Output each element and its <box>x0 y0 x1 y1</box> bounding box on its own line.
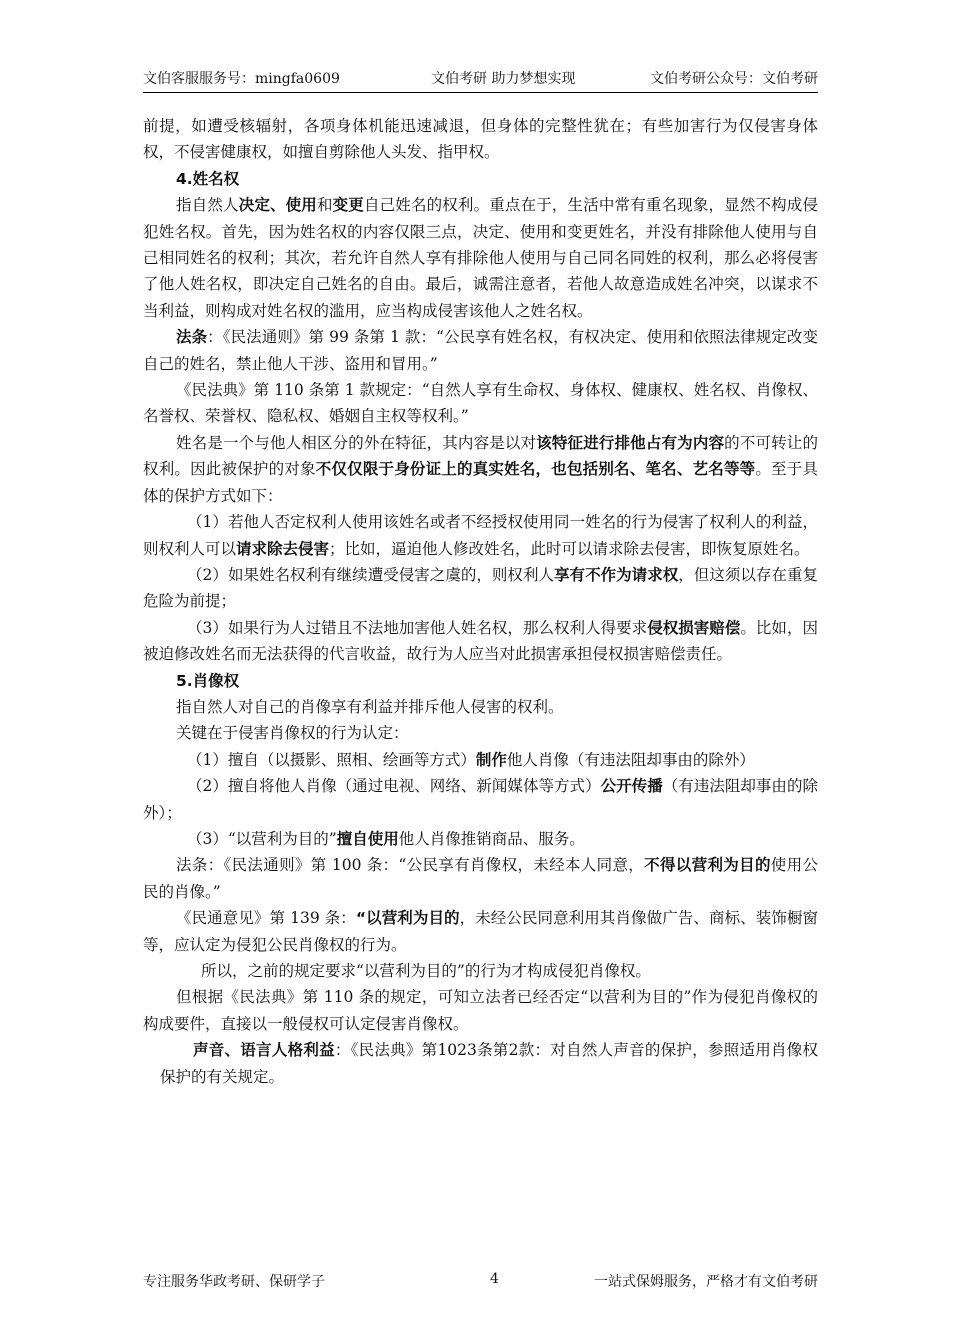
header-slogan: 文伯考研 助力梦想实现 <box>431 71 576 87</box>
law-article: 《民法典》第 110 条第 1 款规定：“自然人享有生命权、身体权、健康权、姓名权、肖像权、名誉权、荣誉权、隐私权、婚姻自主权等权利。” <box>143 381 818 426</box>
footer-right-text: 一站式保姆服务，严格才有文伯考研 <box>594 1274 818 1290</box>
page-footer <box>143 1271 818 1291</box>
paragraph: 指自然人对自己的肖像享有利益并排斥他人侵害的权利。 <box>176 697 564 716</box>
paragraph: 但根据《民法典》第 110 条的规定，可知立法者已经否定“以营利为目的”作为侵犯肖像权的构成要件，直接以一般侵权可认定侵害肖像权。 <box>143 988 818 1033</box>
list-item: （2）擅自将他人肖像（通过电视、网络、新闻媒体等方式）公开传播（有违法阻却事由的除外）； <box>143 777 818 822</box>
list-item: （1）擅自（以摄影、照相、绘画等方式）制作他人肖像（有违法阻却事由的除外） <box>187 750 755 769</box>
paragraph: 所以，之前的规定要求“以营利为目的”的行为才构成侵犯肖像权。 <box>201 962 651 980</box>
section-heading-name-right: 4.姓名权 <box>176 169 240 188</box>
footer-left-text: 专注服务华政考研、保研学子 <box>143 1274 325 1290</box>
section-heading-portrait-right: 5.肖像权 <box>176 671 240 690</box>
header-service-account: 文伯客服服务号：mingfa0609 <box>143 71 340 87</box>
page-header <box>143 68 818 93</box>
page-number: 4 <box>490 1271 499 1287</box>
paragraph: 关键在于侵害肖像权的行为认定： <box>176 724 409 743</box>
list-item: （3）如果行为人过错且不法地加害他人姓名权，那么权利人得要求侵权损害赔偿。比如，因被迫修改姓名而无法获得的代言收益，故行为人应当对此损害承担侵权损害赔偿责任。 <box>143 618 818 664</box>
header-public-account: 文伯考研公众号：文伯考研 <box>650 71 818 87</box>
law-article: 《民通意见》第 139 条：“以营利为目的，未经公民同意利用其肖像做广告、商标、装饰橱窗等，应认定为侵犯公民肖像权的行为。 <box>143 909 818 954</box>
list-item: （3）“以营利为目的”擅自使用他人肖像推销商品、服务。 <box>187 829 585 848</box>
paragraph: 姓名是一个与他人相区分的外在特征，其内容是以对该特征进行排他占有为内容的不可转让的权利。因此被保护的对象不仅仅限于身份证上的真实姓名，也包括别名、笔名、艺名等等。至于具体的保护方式如下： <box>143 433 818 505</box>
document-body <box>143 113 818 1090</box>
paragraph: 前提，如遭受核辐射，各项身体机能迅速减退，但身体的完整性犹在；有些加害行为仅侵害身体权，不侵害健康权，如擅自剪除他人头发、指甲权。 <box>143 117 818 162</box>
law-article: 法条：《民法通则》第 99 条第 1 款：“公民享有姓名权，有权决定、使用和依照法律规定改变自己的姓名，禁止他人干涉、盗用和冒用。” <box>143 328 818 373</box>
list-item: （2）如果姓名权利有继续遭受侵害之虞的，则权利人享有不作为请求权，但这须以存在重复危险为前提； <box>143 565 818 611</box>
law-article: 法条：《民法通则》第 100 条：“公民享有肖像权，未经本人同意，不得以营利为目的使用公民的肖像。” <box>143 856 818 901</box>
paragraph: 声音、语言人格利益：《民法典》第1023条第2款：对自然人声音的保护，参照适用肖像权保护的有关规定。 <box>160 1041 818 1086</box>
list-item: （1）若他人否定权利人使用该姓名或者不经授权使用同一姓名的行为侵害了权利人的利益，则权利人可以请求除去侵害；比如，逼迫他人修改姓名，此时可以请求除去侵害，即恢复原姓名。 <box>143 513 818 558</box>
paragraph: 指自然人决定、使用和变更自己姓名的权利。重点在于，生活中常有重名现象，显然不构成侵犯姓名权。首先，因为姓名权的内容仅限三点，决定、使用和变更姓名，并没有排除他人使用与自己相同姓名的权利；其次，若允许自然人享有排除他人使用与自己同名同姓的权利，那么必将侵害了他人姓名权，即决定自己姓名的自由。最后，诚需注意者，若他人故意造成姓名冲突，以谋求不当利益，则构成对姓名权的滥用，应当构成侵害该他人之姓名权。 <box>143 196 818 320</box>
